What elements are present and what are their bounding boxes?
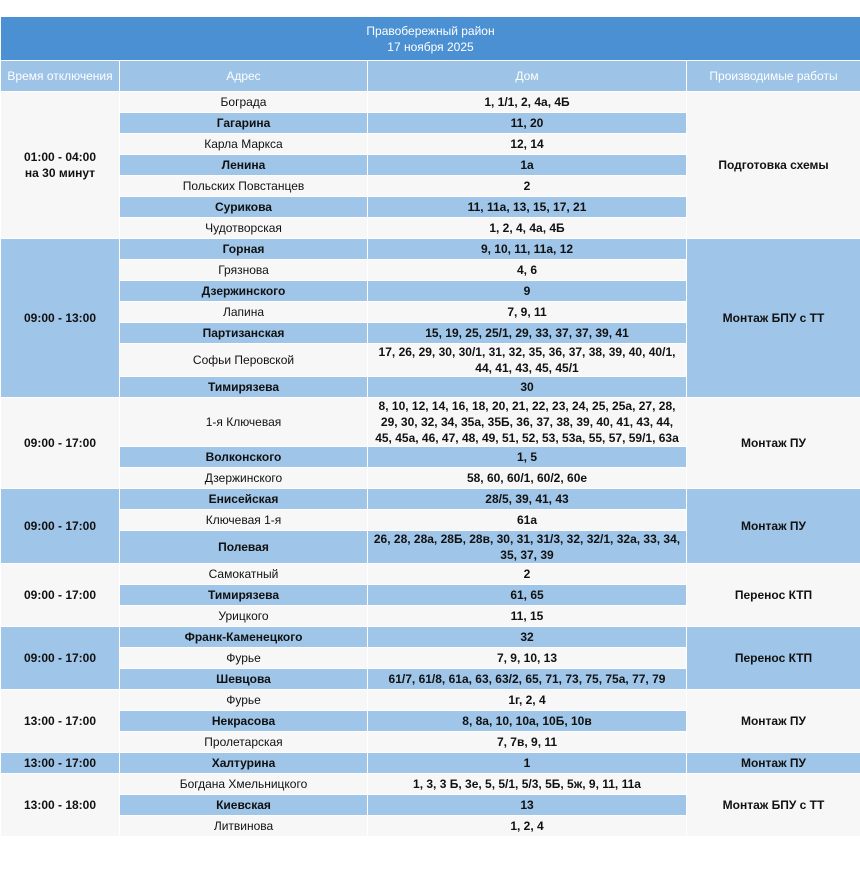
street-cell: Тимирязева (120, 377, 368, 398)
houses-cell: 1 (368, 753, 687, 774)
street-cell: Урицкого (120, 606, 368, 627)
houses-cell: 61а (368, 510, 687, 531)
outage-time-cell (1, 92, 120, 239)
houses-cell: 15, 19, 25, 25/1, 29, 33, 37, 37, 39, 41 (368, 323, 687, 344)
work-type-cell: Монтаж ПУ (687, 398, 860, 489)
outage-time: 01:00 - 04:00 (23, 150, 97, 164)
street-cell: Гагарина (120, 113, 368, 134)
table-row (1, 690, 860, 711)
houses-cell: 1а (368, 155, 687, 176)
street-cell: Партизанская (120, 323, 368, 344)
houses-cell: 7, 9, 10, 13 (368, 648, 687, 669)
street-cell: Горная (120, 239, 368, 260)
work-type-cell: Перенос КТП (687, 627, 860, 690)
street-cell: Фурье (120, 690, 368, 711)
street-cell: Сурикова (120, 197, 368, 218)
houses-cell: 1, 3, 3 Б, 3е, 5, 5/1, 5/3, 5Б, 5ж, 9, 11, 11а (368, 774, 687, 795)
houses-cell: 12, 14 (368, 134, 687, 155)
houses-cell: 13 (368, 795, 687, 816)
table-row (1, 92, 860, 113)
houses-cell: 1, 1/1, 2, 4а, 4Б (368, 92, 687, 113)
houses-cell: 9 (368, 281, 687, 302)
outage-time: 09:00 - 17:00 (23, 651, 97, 665)
street-cell: Чудотворская (120, 218, 368, 239)
street-cell: Литвинова (120, 816, 368, 837)
houses-cell: 61, 65 (368, 585, 687, 606)
work-type-cell: Подготовка схемы (687, 92, 860, 239)
outage-time-cell (1, 627, 120, 690)
houses-cell: 7, 9, 11 (368, 302, 687, 323)
houses-cell: 4, 6 (368, 260, 687, 281)
outage-time-cell (1, 489, 120, 564)
street-cell: Фурье (120, 648, 368, 669)
work-type-cell: Перенос КТП (687, 564, 860, 627)
houses-cell: 26, 28, 28а, 28Б, 28в, 30, 31, 31/3, 32, 32/1, 32а, 33, 34, 35, 37, 39 (368, 531, 687, 564)
houses-cell: 17, 26, 29, 30, 30/1, 31, 32, 35, 36, 37, 38, 39, 40, 40/1, 44, 41, 43, 45, 45/1 (368, 344, 687, 377)
houses-cell: 2 (368, 176, 687, 197)
street-cell: Енисейская (120, 489, 368, 510)
table-row (1, 489, 860, 510)
outage-time: 09:00 - 17:00 (23, 519, 97, 533)
outage-time: 09:00 - 17:00 (23, 588, 97, 602)
outage-duration-note: на 30 минут (24, 166, 96, 180)
houses-cell: 11, 15 (368, 606, 687, 627)
work-type-cell: Монтаж ПУ (687, 489, 860, 564)
work-type-cell: Монтаж ПУ (687, 753, 860, 774)
column-header-row (1, 61, 860, 92)
outage-time-cell (1, 398, 120, 489)
outage-time-cell (1, 774, 120, 837)
table-row (1, 564, 860, 585)
table-row (1, 627, 860, 648)
street-cell: Дзержинского (120, 468, 368, 489)
houses-cell: 30 (368, 377, 687, 398)
houses-cell: 8, 8а, 10, 10а, 10Б, 10в (368, 711, 687, 732)
work-type-cell: Монтаж БПУ с ТТ (687, 239, 860, 398)
outage-time: 09:00 - 13:00 (23, 311, 97, 325)
table-row (1, 239, 860, 260)
table-body (1, 92, 860, 837)
houses-cell: 8, 10, 12, 14, 16, 18, 20, 21, 22, 23, 24, 25, 25а, 27, 28, 29, 30, 32, 34, 35а, 35Б, 36, 37, 38, 39, 40, 41, 43, 44, 45, 45а, 46, 47, 48, 49, 51, 52, 53, 53а, 55, 57, 59/1, 63а (368, 398, 687, 447)
houses-cell: 1г, 2, 4 (368, 690, 687, 711)
houses-cell: 9, 10, 11, 11а, 12 (368, 239, 687, 260)
houses-cell: 28/5, 39, 41, 43 (368, 489, 687, 510)
street-cell: Польских Повстанцев (120, 176, 368, 197)
street-cell: 1-я Ключевая (120, 398, 368, 447)
street-cell: Киевская (120, 795, 368, 816)
houses-cell: 1, 5 (368, 447, 687, 468)
houses-cell: 32 (368, 627, 687, 648)
outage-schedule-table (0, 16, 860, 837)
outage-time-cell (1, 564, 120, 627)
outage-time: 09:00 - 17:00 (23, 436, 97, 450)
table-row (1, 774, 860, 795)
outage-time: 13:00 - 17:00 (23, 756, 97, 770)
outage-time-cell (1, 239, 120, 398)
street-cell: Волконского (120, 447, 368, 468)
street-cell: Ключевая 1-я (120, 510, 368, 531)
table-title (1, 17, 860, 61)
street-cell: Бограда (120, 92, 368, 113)
street-cell: Грязнова (120, 260, 368, 281)
street-cell: Тимирязева (120, 585, 368, 606)
outage-time: 13:00 - 17:00 (23, 714, 97, 728)
street-cell: Ленина (120, 155, 368, 176)
street-cell: Пролетарская (120, 732, 368, 753)
street-cell: Богдана Хмельницкого (120, 774, 368, 795)
outage-time-cell (1, 690, 120, 753)
houses-cell: 61/7, 61/8, 61а, 63, 63/2, 65, 71, 73, 75, 75а, 77, 79 (368, 669, 687, 690)
outage-time-cell (1, 753, 120, 774)
schedule-date: 17 ноября 2025 (387, 39, 474, 54)
street-cell: Дзержинского (120, 281, 368, 302)
houses-cell: 58, 60, 60/1, 60/2, 60е (368, 468, 687, 489)
houses-cell: 2 (368, 564, 687, 585)
houses-cell: 11, 20 (368, 113, 687, 134)
houses-cell: 11, 11а, 13, 15, 17, 21 (368, 197, 687, 218)
street-cell: Халтурина (120, 753, 368, 774)
street-cell: Самокатный (120, 564, 368, 585)
outage-time: 13:00 - 18:00 (23, 798, 97, 812)
column-header-time: Время отключения (1, 61, 120, 92)
houses-cell: 1, 2, 4 (368, 816, 687, 837)
houses-cell: 7, 7в, 9, 11 (368, 732, 687, 753)
table-row (1, 398, 860, 447)
work-type-cell: Монтаж БПУ с ТТ (687, 774, 860, 837)
street-cell: Полевая (120, 531, 368, 564)
work-type-cell: Монтаж ПУ (687, 690, 860, 753)
street-cell: Франк-Каменецкого (120, 627, 368, 648)
table-title-row (1, 17, 860, 61)
district-name: Правобережный район (366, 23, 495, 38)
street-cell: Софьи Перовской (120, 344, 368, 377)
street-cell: Некрасова (120, 711, 368, 732)
column-header-house: Дом (368, 61, 687, 92)
street-cell: Лапина (120, 302, 368, 323)
street-cell: Карла Маркса (120, 134, 368, 155)
table-row (1, 753, 860, 774)
column-header-work: Производимые работы (687, 61, 860, 92)
street-cell: Шевцова (120, 669, 368, 690)
column-header-address: Адрес (120, 61, 368, 92)
houses-cell: 1, 2, 4, 4а, 4Б (368, 218, 687, 239)
